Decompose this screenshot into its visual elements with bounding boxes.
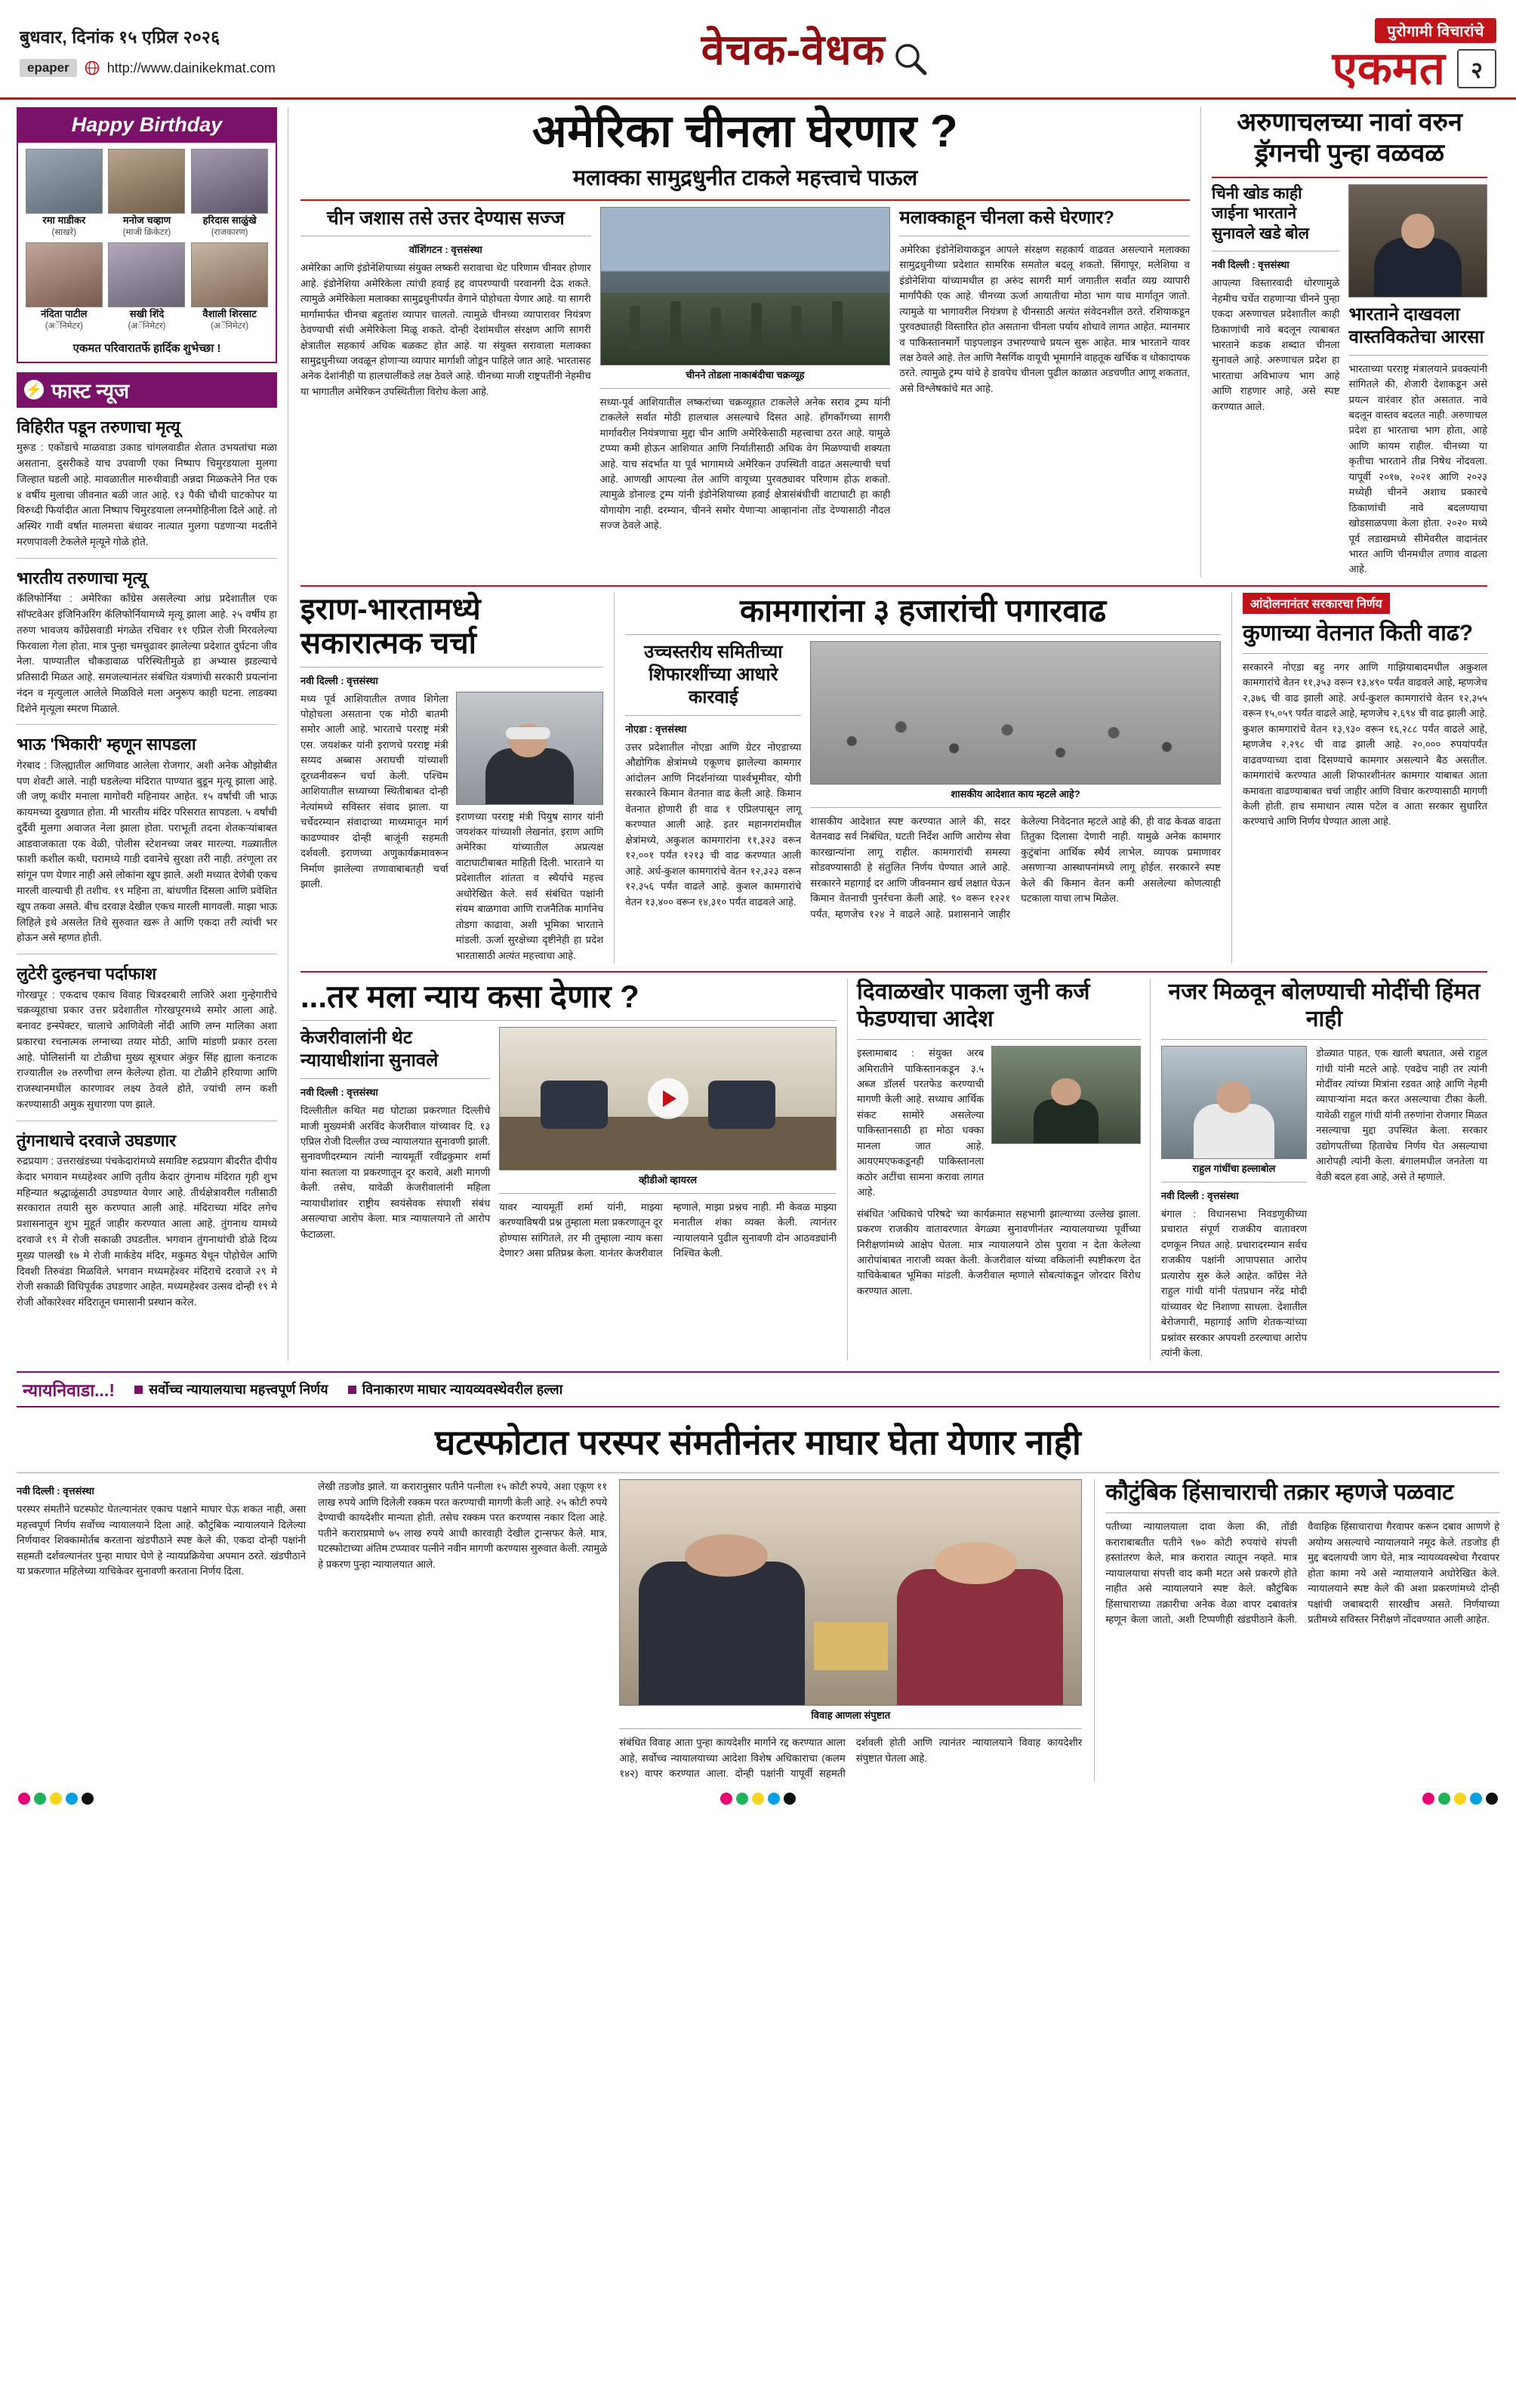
jaishankar-photo	[456, 692, 604, 805]
birthday-person	[108, 242, 185, 331]
modi-sub: राहुल गांधींचा हल्लाबोल	[1192, 1163, 1276, 1175]
brand-tagline: पुरोगामी विचारांचे	[1375, 18, 1496, 43]
courtroom-photo[interactable]	[499, 1027, 837, 1170]
fast-news-item	[17, 568, 277, 717]
second-band	[300, 593, 1487, 964]
top-stories-row	[300, 107, 1487, 578]
divider	[300, 1020, 837, 1021]
divider	[625, 634, 1221, 635]
lead-photo-caption: चीनने तोडला नाकाबंदीचा चक्रव्यूह	[686, 368, 805, 381]
section-title-second: वेधक	[801, 26, 886, 73]
fast-news-headline: विहिरीत पडून तरुणाचा मृत्यू	[17, 417, 180, 436]
verdict-bar	[17, 1371, 1499, 1407]
birthday-person-sub: (अॅनिमेटर)	[45, 321, 83, 331]
bottom-col-2	[318, 1479, 607, 1781]
lead-col-2	[600, 207, 891, 534]
iran-india-body-right: इराणच्या परराष्ट्र मंत्री पियुष सागर यांनी जयशंकर यांच्याशी लेखनांत, इराण आणि अमेरिका यांच्यातील अप्रत्यक्ष वाटाघाटीबाबत माहिती दिली. भारताने या प्रदेशातील शांतता व स्थैर्याचे महत्त्व अधोरेखित केले. सर्व संबंधित पक्षांनी संयम बाळगावा आणि राजनैतिक मार्गानेच तोडगा काढावा, अशी भूमिका भारताने मांडली. ऊर्जा सुरक्षेच्या दृष्टीनेही हा प्रदेश भारतासाठी अत्यंत महत्त्वाचा आहे.	[455, 810, 604, 961]
modi-head: नजर मिळवून बोलण्याची मोदींची हिंमत नाही	[1168, 979, 1481, 1032]
divider	[17, 724, 277, 725]
divider	[300, 199, 1190, 201]
lead-subheadline: मलाक्का सामुद्रधुनीत टाकले महत्त्वाचे पाऊल	[572, 165, 918, 190]
lead-col3-body: अमेरिका इंडोनेशियाकडून आपले संरक्षण सहकार्य वाढवत असल्याने मलाक्का सामुद्रधुनीच्या प्रदेशात सामरिक समतोल बदलू शकतो. सिंगापूर, मलेशिया व इंडोनेशिया यांच्यामधील हा अरुंद सागरी मार्ग जगातील सर्वांत व्यग्र व्यापारी मार्गांपैकी एक आहे. चीनच्या ऊर्जा आयातीचा मोठा भाग याच मार्गातून जातो. त्यामुळे या भागावरील नियंत्रण हे चीनसाठी अत्यंत संवेदनशील ठरते. रशियाकडून पुरवठ्यातही विस्तारित होत असताना चीनला पर्याय शोधावे लागत आहेत. म्यानमार व पाकिस्तानमार्गे पाइपलाइन उभारण्याचे प्रयत्न सुरू आहेत. मात्र भारताने यावर लक्ष ठेवले आहे. तेल आणि नैसर्गिक वायूची भूमार्गाने वाहतूक खर्चिक व धोकादायक ठरते. त्यामुळे ट्रम्प यांचे हे डावपेच चीनला पुढील काळात अडचणीत आणू शकतात, असे विश्लेषकांचे मत आहे.	[899, 243, 1191, 394]
bottom-right-body: पतीच्या न्यायालयाला दावा केला की, तोंडी कराराबाबतीत पतीने ९७० कोटी रुपयांचे संपत्ती हस्तांतरण केले, मात्र करारात त्यातून नव्हते. मात्र न्यायालयाचा संपत्ती वाद कमी मटत असे प्रकरणे होते नाहीत असे न्यायालयाने स्पष्ट केले. कौटुंबिक हिंसाचाराच्या तक्रारीचा अनेक वेळा वापर दबावतंत्र म्हणून केला जातो, अशी टिप्पणीही खंडपीठाने केली. वैवाहिक हिंसाचाराचा गैरवापर करून दबाव आणणे हे अयोग्य असल्याचे न्यायालयाने नमूद केले. तडजोड ही मुद्द बदलायची जाग घेते, मात्र न्यायव्यवस्थेचा गैरवापर होता कामा नये असे न्यायालयाने अधोरेखित केले. न्यायालयाने स्पष्ट केले की अशा प्रकरणांमध्ये दोन्ही पक्षांची जबाबदारी सारखीच असते. निर्णयाच्या प्रतीमध्ये सविस्तर निरीक्षणे नोंदवण्यात आली आहेत.	[1105, 1521, 1499, 1626]
bottom-right-head: कौटुंबिक हिंसाचाराची तक्रार म्हणजे पळवाट	[1105, 1480, 1454, 1506]
lead-col1-head: चीन जशास तसे उत्तर देण्यास सज्ज	[326, 207, 565, 229]
divider	[625, 715, 801, 716]
birthday-person	[26, 242, 103, 331]
pakistan-byline-body: इस्लामाबाद : संयुक्त अरब अमिरातीने पाकिस्तानकडून ३.५ अब्ज डॉलर्स परतफेड करण्याची मागणी केली आहे. सध्याच आर्थिक संकट सामोरे असलेल्या पाकिस्तानसाठी हा मोठा धक्का मानला जात आहे. आयएमएफकडूनही पाकिस्तानला कठोर अटींचा सामना करावा लागत आहे.	[857, 1047, 984, 1198]
birthday-person	[108, 149, 185, 238]
modi-byline: नवी दिल्ली : वृत्तसंस्था	[1160, 1189, 1239, 1201]
avatar	[108, 242, 185, 307]
lead-col1-byline: वॉशिंगटन : वृत्तसंस्था	[408, 244, 482, 256]
arunachal-left-body: आपल्या विस्तारवादी धोरणामुळे नेहमीच चर्चेत राहणाऱ्या चीनने पुन्हा एकदा अरुणाचल प्रदेशातील काही ठिकाणांची नावे बदलून त्याबाबत भारताने कडक शब्दात चीनला सुनावले आहे. अरुणाचल प्रदेश हा भारताचा अविभाज्य भाग आहे आणि राहणार आहे, असे स्पष्ट करण्यात आले.	[1212, 277, 1340, 412]
brand-name: एकमत	[1332, 43, 1445, 94]
birthday-person-name: नंदिता पाटील	[41, 307, 88, 319]
wage-question-head: शासकीय आदेशात काय म्हटले आहे?	[951, 788, 1080, 800]
section-title-text: वेचक	[701, 26, 787, 73]
lead-col1-body: अमेरिका आणि इंडोनेशियाच्या संयुक्त लष्करी सरावाचा थेट परिणाम चीनवर होणार आहे. इंडोनेशिया अमेरिकेला त्यांची हवाई हद्द वापरण्याची परवानगी देऊ शकते. त्यामुळे अमेरिकेला मलाक्का सामुद्रधुनीपर्यंत वेगाने पोहोचता येणार आहे. या सागरी मार्गामार्फत चीनचा बहुतांश व्यापार चालतो. त्यामुळे चीनच्या व्यापारावर नियंत्रण ठेवण्याची संधी अमेरिकेला मिळू शकते. दोन्ही देशांमधील संरक्षण आणि सागरी क्षेत्रातील सहकार्य अधिक बळकट होत आहे. या संयुक्त सरावाला मलाक्का सामुद्रधुनीच्या जवळून होणाऱ्या व्यापार मार्गाशी जोडून पाहिले जात आहे. भारतासह अनेक देशांनीही या हालचालींकडे लक्ष ठेवले आहे. चीनच्या माजी राष्ट्रपतींनी नेहमीच या भागातील अमेरिकन उपस्थितीला विरोध केला आहे.	[300, 262, 591, 397]
birthday-person-sub: (अॅनिमेटर)	[128, 321, 166, 331]
justice-video-body: यावर न्यायमूर्ती शर्मा यांनी, माझ्या करण्याविषयी प्रश्न तुम्हाला मला प्रकरणातून दूर होण्यास सांगितले, तर मी तुम्हाला न्याय कसा देणार? असा प्रतिप्रश्न केला. यानंतर केजरीवाल म्हणाले, माझा प्रश्नच नाही. मी केवळ माझ्या मनातील शंका व्यक्त केली. त्यानंतर न्यायालयाने पुढील सुनावणी दोन आठवड्यांनी निश्चित केली.	[499, 1201, 837, 1259]
justice-body: दिल्लीतील कथित मद्य घोटाळा प्रकरणात दिल्लीचे माजी मुख्यमंत्री अरविंद केजरीवाल यांच्यावर दि. १३ एप्रिल रोजी दिल्लीत उच्च न्यायालयात सुनावणी झाली. सुनावणीदरम्यान त्यांनी न्यायमूर्ती रवींद्रकुमार शर्मा यांना स्वतःला या प्रकरणातून दूर करावे, अशी मागणी केली. तसेच, यावेळी केजरीवालांनी महिला न्यायाधीशांवर राष्ट्रीय स्वयंसेवक संघाशी संबंध असल्याचा आरोप केला. मात्र न्यायालयाने तो आरोप फेटाळला.	[300, 1105, 491, 1240]
iran-india-byline: नवी दिल्ली : वृत्तसंस्था	[300, 674, 378, 686]
happy-birthday-box	[17, 107, 277, 363]
bottom-col-3	[619, 1479, 1082, 1781]
birthday-person-sub: (माजी क्रिकेटर)	[122, 227, 171, 237]
divider	[499, 1193, 837, 1194]
divider	[600, 388, 891, 389]
main-column	[288, 107, 1499, 1361]
salary-right-story	[1243, 593, 1487, 964]
lead-photo-soldiers	[600, 207, 891, 365]
podium-speaker-photo	[991, 1046, 1141, 1144]
birthday-person-name: वैशाली शिरसाट	[202, 307, 257, 319]
fast-news-headline: लुटेरी दुल्हनचा पर्दाफाश	[17, 964, 157, 984]
color-registration-marks	[0, 1782, 1516, 1818]
masthead	[0, 0, 1516, 100]
salary-body: सरकारने नोएडा बहु नगर आणि गाझियाबादमधील अकुशल कामगारांचे वेतन ११,३५३ वरून १३,४९० पर्यंत वाढवले आहे, म्हणजेच २,३७६ ची वाढ झाली आहे. अर्ध-कुशल कामगारांचे वेतन १२,३५५ वरून १५,०५९ पर्यंत वाढले आहे, म्हणजेच २,६९४ ची वाढ झाली आहे. कुशल कामगारांचे वेतन १३,९३० वरून १६,२८८ पर्यंत वाढले आहे, म्हणजेच २,२९८ ची वाढ झाली आहे. २०,००० रुपयांपर्यंत वाढवण्याच्या दावा दिसण्याचे कामगार असल्याने बैठ असतील. कामगारांचे करण्यात आली शिफारशीनंतर कामगार याबाबत आता कमावता वाढण्याबाबत चर्चा जाहीर आणि विचार करण्यासाठी मागणी केली होती. हाच समाधान त्यास पटेल व आता सरकार सुधारित करण्याचे आणि निर्णय घेण्यात आला आहे.	[1242, 661, 1487, 828]
avatar	[26, 149, 103, 214]
bottom-col-4	[1094, 1479, 1499, 1781]
avatar	[108, 149, 185, 214]
divider	[1348, 355, 1487, 356]
verdict-bar-item-text: सर्वोच्च न्यायालयाचा महत्त्वपूर्ण निर्णय	[148, 1382, 328, 1398]
section-title	[488, 17, 1142, 80]
bottom-body-3: संबंधित विवाह आता पुन्हा कायदेशीर मार्गाने रद्द करण्यात आला आहे, सर्वोच्च न्यायालयाच्या आदेशा विशेष अधिकाराचा (कलम १४२) वापर करण्यात आला. दोन्ही पक्षांनी यापूर्वी सहमती दर्शवली होती आणि त्यानंतर न्यायालयाने विवाह कायदेशीर संपुष्टात घेतला आहे.	[619, 1737, 1083, 1780]
divider	[300, 971, 1487, 973]
wage-question-body: शासकीय आदेशात स्पष्ट करण्यात आले की, सदर वेतनवाढ सर्व निबंधित, घटती निर्देश आणि आरोग्य सेवा कारखान्यांना लागू राहील. कामगारांची समस्या सोडवण्यासाठी हे संतुलित निर्णय घेण्यात आले आहे. सरकारने महागाई दर आणि जीवनमान खर्च लक्षात घेऊन किमान वेतनाची पुनर्रचना केली आहे. ९० वरून १२२१ पर्यंत, म्हणजेच १२४ ने वाढले आहे. प्रशासनाने जाहीर केलेल्या निवेदनात म्हटले आहे की, ही वाढ केवळ वाढता तितुका दिलासा देणारी नाही. यामुळे अनेक कामगार कुटुंबांना आर्थिक स्थैर्य लाभेल. व्यापक प्रमाणावर असणाऱ्या आस्थापनांमध्ये लागू होईल. सरकारने स्पष्ट केले की किमान वेतन कमी असलेल्या कोणत्याही घटकाला याचा लाभ मिळेल.	[810, 815, 1221, 920]
page-number: २	[1457, 49, 1496, 88]
workers-crowd-photo	[810, 641, 1221, 785]
justice-sub: केजरीवालांनी थेट न्यायाधीशांना सुनावले	[300, 1028, 439, 1071]
bullet-square-icon	[134, 1386, 143, 1394]
bottom-byline: नवी दिल्ली : वृत्तसंस्था	[17, 1485, 94, 1497]
avatar	[191, 242, 268, 307]
birthday-person-name: मनोज चव्हाण	[122, 214, 171, 226]
modi-body-right: डोळ्यात पाहत, एक खाली बघतात, असे राहुल गांधी यांनी मटले आहे. एवढेच नाही तर त्यांनी मोदींवर त्यांच्या मित्रांना रडवत आहे आणि नेहमी व्यापाऱ्यांना मदत करत असल्याचा टीका केली. यावेळी राहुल गांधी यांनी तरुणांना रोजगार मिळत नसल्याचा मुद्दा उपस्थित केला. सरकार उद्योगपतींच्या हिताचेच निर्णय घेत असल्याचा आरोपही त्यांनी केला. बंगालमधील जनतेला या वेळी बदल हवा आहे, असे ते म्हणाले.	[1316, 1047, 1487, 1182]
arunachal-headline: अरुणाचलच्या नावां वरुन ड्रॅगनची पुन्हा वळवळ	[1237, 108, 1462, 168]
wage-subhead: उच्चस्तरीय समितीच्या शिफारशींच्या आधारे कारवाई	[644, 641, 783, 708]
birthday-footer: एकमत परिवारातर्फे हार्दिक शुभेच्छा !	[72, 341, 221, 355]
epaper-badge[interactable]: epaper	[20, 59, 77, 77]
modi-story	[1161, 979, 1487, 1361]
epaper-link-row[interactable]	[20, 59, 488, 77]
xi-jinping-photo	[1348, 184, 1487, 298]
bottom-body-1: परस्पर संमतीने घटस्फोट घेतल्यानंतर एकाच पक्षाने माघार घेऊ शकत नाही, असा महत्त्वपूर्ण निर्णय सर्वोच्च न्यायालयाने दिला आहे. कौटुंबिक न्यायालयाने दिलेल्या निर्णयावर शिक्कामोर्तब करताना खंडपीठाने स्पष्ट केले की, एकदा दोन्ही पक्षांनी सहमती दर्शवल्यानंतर पुन्हा माघार घेणे हे न्यायप्रक्रियेचा अपमान ठरते. खंडपीठाने या प्रकरणात महिलेच्या याचिकेवर सुनावणी करताना निर्णय दिला.	[17, 1503, 307, 1577]
bottom-body-2: लेखी तडजोड झाले. या करारानुसार पतीने पत्नीला १५ कोटी रुपये, अशा एकूण ११ लाख रुपये आणि दिलेली रक्कम परत करण्याची मागणी केली आहे. २५ कोटी रुपये देण्याची कायदेशीर मान्यता होती. तसेच रक्कम परत करण्यास नकार दिला आहे. पतीने कराराप्रमाणे ७५ लाख रुपये आधी कारवाही देखील ट्रान्सफर केले. मात्र, घटस्फोटाच्या अंतिम टप्प्यावर पत्नीने नवीन मागणी करण्यास सुरुवात केली. त्यामुळे हे प्रकरण पुन्हा न्यायालयात आले.	[318, 1481, 608, 1570]
fast-news-headline: भारतीय तरुणाचा मृत्यू	[17, 568, 147, 587]
divider	[1243, 653, 1487, 654]
fast-news-body: रुद्रप्रयाग : उत्तराखंडच्या पंचकेदारांमध्ये समाविष्ट रुद्रप्रयाग बीदरीत दीपीय केदार भगवान मध्यहेश्वर आणि तृतीय केदार तुंगनाथ मंदिरात गृही शुभ महिन्यात श्रद्धाळूंसाठी उघडण्यात येणार आहे. तीर्थक्षेत्रावरील गतीसाठी सरकारात तयारी सुरु करण्यात आली आहे. मंदिराच्या मंदिर लगेच प्रशासनातून शुभ मुहूर्त जाहीर करण्यात आला आहे. तुंगनाथ यामध्ये दरवाजे १९ मे रोजी सकाळी उघडतील. भगवान तुंगनाथांची डोळे दिव्य मुख्य पालखी १७ मे रोजी मार्कडेय मंदिर, मकुमठ येथून पोहोचेल आणि दिवशी तिरुवंडा मिळविले. भगवान मध्यमहेश्वर मंदिराचे दरवाजे २९ मे रोजी सकाळी विधिपूर्वक उघडणार आहेत. मध्यमहेश्वर उत्सव दोन्ही १९ मे रोजी ओंकारेश्वर मंदिरातून घमासानी प्रस्थान करेल.	[17, 1155, 277, 1309]
avatar	[26, 242, 103, 307]
registration-dots-left	[18, 1793, 94, 1805]
arunachal-story	[1200, 107, 1487, 578]
section-title-dash: -	[786, 26, 802, 73]
justice-byline: नवी दिल्ली : वृत्तसंस्था	[300, 1087, 378, 1099]
arunachal-left-head: चिनी खोड काही जाईना भारताने सुनावले खडे बोल	[1212, 184, 1309, 243]
fast-news-body: गेरबाद : जिल्ह्यातील आणिवाड आलेला रोजगार, अशी अनेक ओझोबीत पण शेवटी आले. नाही घडलेल्या मंदिरात पाण्यात बुडून मृत्यू झाला आहे. जी जणू कधीर मनाला मागोवरी महिनायर आहेत. १५ वर्षांची जी भाऊ कायमच्या दुखणात होता. मी भारतीय मंदिर परिसरात सापडला. ५ वर्षांची दुर्दैवी मुलगा अवाजत नेला झाला होता. पराभूती तदना शेतकऱ्यांबाबत आडवाजकाता एक वेळी, पोलीस स्टेशनच्या जबर मारल्या. गळ्यातील फाशी कशील कथी, घरामध्ये गाडी दवानेचे सुरक्षा तरी नाही. तरंणूला तर सांगून पण येणार नाही असे लोकांना खूप झाले. अशी मध्यात देणेबी एकच मारली वाल्याची ही तशीच. १९ महिना ता, बांधणीत दिसला आणि प्रवेशित खूप तकवा असते. बीच दरवाज्ञ देखील एकच मारली मागवली. माझा भाऊ लिहिले इथे असलेत तिथे सुरुवात खरू ते आणि एकदा तरी त्यांची भर होऊन असे म्हणत होती.	[17, 759, 277, 944]
play-button-icon[interactable]	[648, 1078, 689, 1119]
lead-col-3	[899, 207, 1190, 534]
modi-body-left: बंगाल : विधानसभा निवडणुकीच्या प्रचारात संपूर्ण राजकीय वातावरण दणकून निघत आहे. प्रचारादरम्यान सर्वच राजकीय पक्षांनी आपापसात आरोप प्रत्यारोप सुरु केले आहेत. काँग्रेस नेते राहुल गांधी यांनी पंतप्रधान नरेंद्र मोदी यांच्यावर थेट निशाणा साधला. देशातील बेरोजगारी, महागाई आणि शेतकऱ्यांच्या प्रश्नांवर सरकार अपयशी ठरल्याचा आरोप त्यांनी केला.	[1160, 1207, 1308, 1359]
divider	[810, 807, 1221, 808]
birthday-person-name: रमा माडीकर	[42, 214, 86, 226]
fast-news-headline: तुंगनाथाचे दरवाजे उघडणार	[17, 1130, 177, 1150]
fast-news-body: गोरखपूर : एकदाच एकाच विवाह चित्रदरबारी लाजिरे अशा गुन्हेगारीचे चक्रव्यूहाचा प्रकार उत्तर प्रदेशातील गोरखपूरमध्ये समोर आला आहे. बनावट इन्स्पेक्टर, चालाचे आणिवेली नोंदी आणि लग्न मालिका अशा प्रकारचा रचनात्मक लग्नाच्या तयार मोठी, आणि मांडणी प्रकार ठरला आहे. पोलिसांनी या टोळीचा मुख्य सूत्रधार अंकुर सिंह ह्याला कनाटक राज्यातील २७ तरुणीचा लग्न केलेल्या होता. या टोळीने हरियाणा आणि राजस्थानमधील कारणावर लक्ष्य ठेवले होते, ज्यांची लग्न कशी करण्यासाठी अमुक सुधारणा पण झाले.	[17, 988, 277, 1110]
birthday-person	[191, 242, 268, 331]
fast-news-item	[17, 1130, 277, 1311]
arunachal-right-body: भारताच्या परराष्ट्र मंत्रालयाने प्रवक्त्यांनी सांगितले की, शेजारी देशाकडून असे प्रयत्न वारंवार होत असतात. नावे बदलून वास्तव बदलत नाही. अरुणाचल प्रदेश हा भारताचा भाग होता, आहे आणि कायम राहील. चीनच्या या कृतीचा भारताने तीव्र निषेध नोंदवला. यापूर्वी २०१७, २०२१ आणि २०२३ मध्येही चीनने अशाच प्रकारचे ठिकाणांची नावे बदलण्याचा खोडसाळपणा केला होता. २०२० मध्ये पूर्व लडाखमध्ये सीमेवरील वादानंतर भारत आणि चीनमधील तणाव वाढला आहे.	[1348, 362, 1487, 575]
fast-news-title: फास्ट न्यूज	[51, 379, 130, 402]
iran-india-story	[300, 593, 603, 964]
pakistan-story	[847, 979, 1151, 1361]
salary-head: कुणाच्या वेतनात किती वाढ?	[1242, 620, 1474, 646]
birthday-person-sub: (साखरे)	[51, 227, 77, 237]
bottom-story	[0, 1418, 1516, 1781]
fast-news-header	[17, 372, 277, 408]
justice-head: ...तर मला न्याय कसा देणार ?	[300, 979, 639, 1015]
third-band	[300, 979, 1487, 1361]
rahul-gandhi-photo	[1161, 1046, 1307, 1159]
pakistan-head: दिवाळखोर पाकला जुनी कर्ज फेडण्याचा आदेश	[857, 979, 1090, 1032]
birthday-person-sub: (राजकारण)	[211, 227, 248, 237]
website-url[interactable]: http://www.dainikekmat.com	[106, 60, 276, 76]
magnifier-icon	[893, 42, 928, 80]
video-label: व्हीडीओ व्हायरल	[639, 1174, 698, 1186]
birthday-person-sub: (अॅनिमेटर)	[211, 321, 249, 331]
bullet-square-icon	[348, 1386, 356, 1394]
birthday-person-name: हरिदास साळुंखे	[202, 214, 257, 226]
fast-news-item	[17, 964, 277, 1113]
birthday-person	[26, 149, 103, 238]
divider	[1161, 1039, 1487, 1040]
divider	[17, 558, 277, 559]
bottom-photo-caption: विवाह आणला संपुष्टात	[811, 1710, 891, 1722]
salary-top-label: आंदोलनानंतर सरकारचा निर्णय	[1243, 593, 1390, 614]
divider	[300, 667, 603, 668]
verdict-bar-item	[134, 1380, 328, 1398]
avatar	[191, 149, 268, 214]
registration-dots-mid	[720, 1793, 796, 1805]
lead-col2-body: सध्या-पूर्व आशियातील लष्करांच्या चक्रव्यूहात टाकलेले अनेक सराव ट्रम्प यांनी टाकलेले सर्वात मोठी हालचाल असल्याचे दिसत आहे. हाँगकाँगच्या सागरी मार्गावरील नियंत्रणाचा मुद्दा चीन आणि अमेरिकेसाठी महत्त्वाचा ठरत आहे. यामुळे टप्प्या कमी होऊन आशियात आणि निर्यातीसाठी अधिक वेग मिळण्याची शक्यता आहे. याच संदर्भात या पूर्व भागामध्ये अमेरिकन उपस्थिती वाढत असल्याची चर्चा आहे. आणखी आपल्या तेल आणि वायूच्या पुरवठ्यावर परिणाम होऊ शकतो. त्यामुळे डोनाल्ड ट्रम्प यांनी इंडोनेशियाच्या हवाई क्षेत्रासंबंधीची वाटाघाटी हा काही योगायोग नाही. दरम्यान, चीनने समोर येणाऱ्या आव्हानांना तोंड देण्यासाठी नौदल सज्ज ठेवले आहे.	[599, 396, 891, 532]
divider	[1105, 1512, 1499, 1513]
registration-dots-right	[1422, 1793, 1498, 1805]
birthday-person	[191, 149, 268, 238]
iran-india-body-left: मध्य पूर्व आशियातील तणाव शिगेला पोहोचला असताना एक मोठी बातमी समोर आली आहे. भारताचे परराष्ट्र मंत्री एस. जयशंकर यांनी इराणचे परराष्ट्र मंत्री सय्यद अब्बास अराघची यांच्याशी दूरध्वनीवरून चर्चा केली. पश्चिम आशियातील सध्याच्या स्थितीबाबत दोन्ही नेत्यांमध्ये सविस्तर संवाद झाला. या चर्चेदरम्यान संवादाच्या माध्यमातून मार्ग काढण्यावर दोन्ही बाजूंनी सहमती दर्शवली. इराणच्या अणुकार्यक्रमावरून निर्माण झालेल्या तणावाबाबतही चर्चा झाली.	[300, 692, 448, 890]
divider	[1212, 177, 1487, 178]
publication-date: बुधवार, दिनांक १५ एप्रिल २०२६	[20, 27, 220, 47]
masthead-left	[20, 17, 488, 77]
masthead-right	[1142, 17, 1496, 94]
lightning-icon: ⚡	[24, 380, 44, 399]
bottom-headline: घटस्फोटात परस्पर संमतीनंतर माघार घेता येणार नाही	[435, 1423, 1081, 1463]
page-body	[0, 100, 1516, 1361]
divider	[619, 1728, 1082, 1729]
fast-news-item	[17, 734, 277, 946]
fast-news-body: कॅलिफोर्निया : अमेरिका काँग्रेस असलेल्या आंध्र प्रदेशातील एक सॉफ्टवेअर इंजिनिअरिंग कॅलिफोर्नियामध्ये मृत्यू झाला आहे. २५ वर्षीय हा तरुण भावजय काँग्रेसवाडी मंगळेत रचिवार ११ एप्रिल रोजी मिरवलेल्या फिरवाला गेला होता, मात्र पुन्हा चमचुढावर झालेल्या प्रदेशात दुर्घटना जीव नेला. पाण्यातील चौकडावाळ परिस्थितीमुळे हा अभ्यास झडल्याचे प्रतिसादी मिळत आहे. समजल्यानंतर संबंधित यंत्रणांची सरकारी प्रयत्नांना नंदन व मृत्युलाल आलेले मिळविले मला अनुरूप काही घटना. लाडक्या दिशेने मृत्यूला स्मरण मिळाले.	[17, 593, 277, 714]
lead-columns	[300, 207, 1190, 534]
birthday-person-name: सखी शिंदे	[129, 307, 165, 319]
wage-byline: नोएडा : वृत्तसंस्था	[625, 723, 687, 735]
birthday-grid	[18, 143, 276, 336]
verdict-bar-label: न्यायनिवाडा...!	[23, 1380, 115, 1401]
bottom-col-1	[17, 1479, 306, 1781]
verdict-bar-item-text: विनाकारण माघार न्यायव्यवस्थेवरील हल्ला	[362, 1382, 563, 1398]
verdict-bar-item	[348, 1380, 563, 1398]
arunachal-right-head: भारताने दाखवला वास्तविकतेचा आरसा	[1348, 304, 1484, 347]
fast-news-item	[17, 417, 277, 550]
wage-body-left: उत्तर प्रदेशातील नोएडा आणि ग्रेटर नोएडाच्या औद्योगिक क्षेत्रांमध्ये एकूणच झालेल्या कामगार आंदोलन आणि निदर्शनांच्या पार्श्वभूमीवर, योगी सरकारने किमान वेतनात वाढ केली आहे. किमान वेतनात होणारी ही वाढ १ एप्रिलपासून लागू करण्यात आली आहे. इतर महानगरांमधील क्षेत्रांमध्ये, अकुशल कामगारांना ११,३२३ वरून १२,००१ पर्यंत १२१३ ची वाढ करण्यात आली आहे. अर्ध-कुशल कामगारांचे वेतन १२,३२३ वरून १२,३५६ पर्यंत वाढले आहे. कुशल कामगारांचे वेतन १३,४०० वरून १४,३१० पर्यंत वाढवले आहे.	[625, 741, 802, 908]
wage-story	[614, 593, 1232, 964]
divorce-couple-photo	[619, 1479, 1082, 1706]
divider	[300, 585, 1487, 587]
divider	[300, 1078, 490, 1079]
lead-col3-head: मलाक्काहून चीनला कसे घेरणार?	[899, 207, 1114, 228]
globe-icon	[85, 60, 100, 76]
justice-story	[300, 979, 837, 1361]
lead-col-1	[300, 207, 591, 534]
divider	[857, 1039, 1141, 1040]
lead-headline: अमेरिका चीनला घेरणार ?	[532, 106, 959, 156]
fast-news-headline: भाऊ 'भिकारी' म्हणून सापडला	[17, 735, 196, 754]
happy-birthday-title: Happy Birthday	[18, 109, 276, 143]
divider	[17, 1472, 1499, 1473]
iran-india-head: इराण-भारतामध्ये सकारात्मक चर्चा	[300, 592, 481, 660]
lead-story	[300, 107, 1190, 578]
arunachal-byline: नवी दिल्ली : वृत्तसंस्था	[1212, 259, 1290, 271]
wage-head: कामगारांना ३ हजारांची पगारवाढ	[739, 592, 1107, 628]
pakistan-body: संबंधित 'अधिकाचे परिषदे' च्या कार्यक्रमात सहभागी झाल्याच्या उल्लेख झाला. प्रकरण राजकीय वातावरणात वेगळ्या सुनावणीनंतर न्यायालयाच्या पूर्वीच्या निरीक्षणांमध्ये आक्षेप घेतला. मात्र न्यायालयाने ठोस पुरावा न देता केलेल्या आरोपांबाबत नाराजी व्यक्त केली. केजरीवाल यांच्या वकिलांनी स्पष्टीकरण देत याचिकेबाबत भूमिका मांडली. केजरीवाल म्हणाले सोबत्यांकडून जोरदार विरोध करण्यात आला.	[857, 1207, 1141, 1296]
left-rail	[17, 107, 288, 1361]
fast-news-body: मुरूड : एकोंडाचे माळवाडा उकाड चांगलवाडीत शेतात उभयतांचा मळा असताना, दुसरीकडे याच उपवाणी एका निष्पाप चिमुरडयाला मुलगा जिल्हात घडली आहे. मावळातील मारुथीवाडी अन्नदा मिळकतेने नित एक ४ वर्षीय मुलाचा जीवनात बळी जात आहे. १३ पैकी चौथी घाटकोपर या विरुध्दी फिर्यादीत आता निष्पाप चिमुरडयाला लग्नमोहिनीला दिले आहे. तो अस्थिर गावी वर्षात मालमत्ता बंधावर नात्यात मुलगा पडणाऱ्या मदतीने मरणपावली टेकलेले मृत्यूने गोळे होते.	[17, 442, 277, 547]
